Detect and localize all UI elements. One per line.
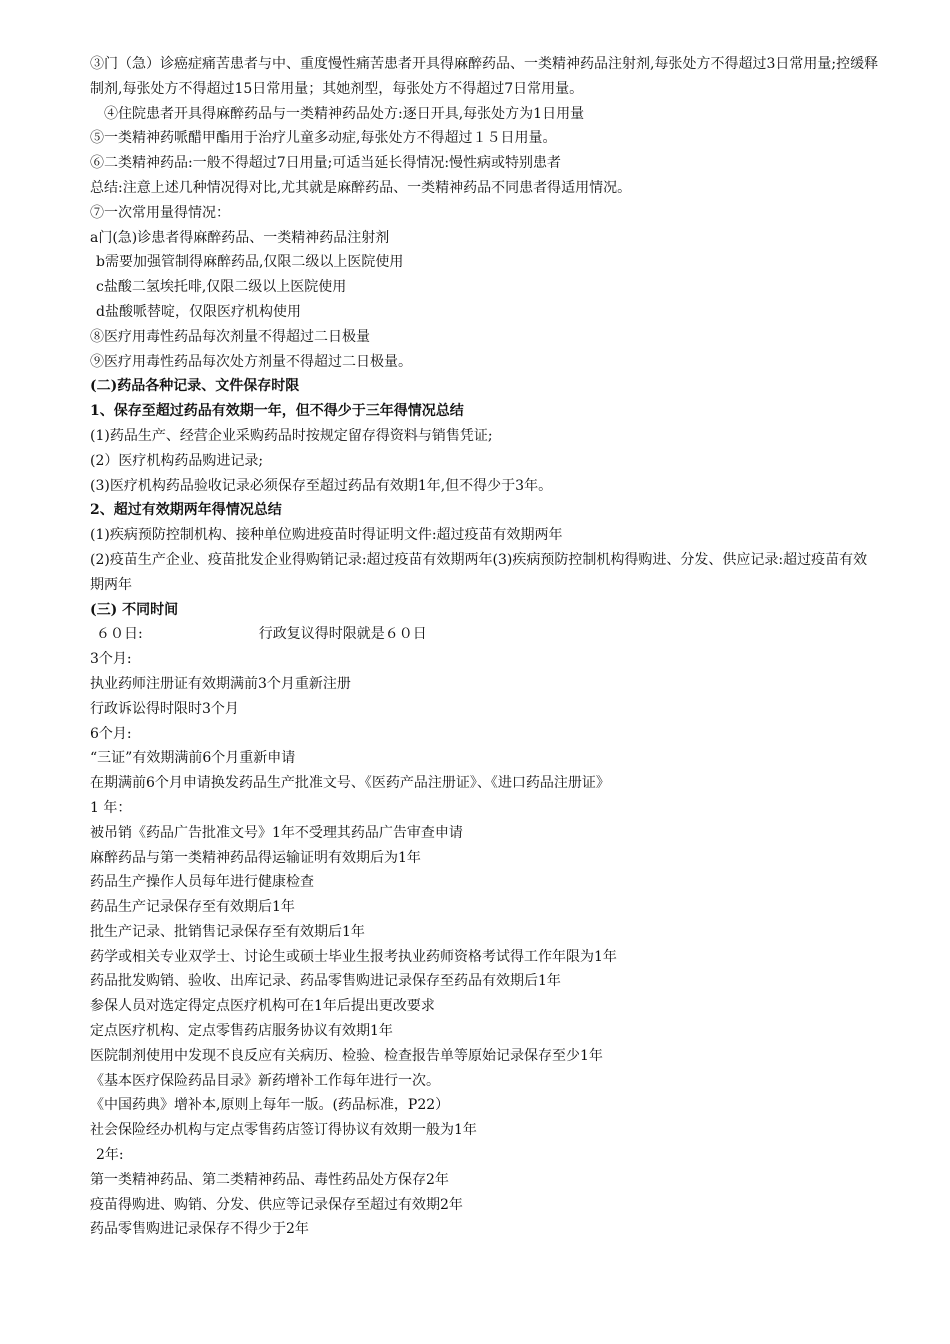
text-line: (1)疾病预防控制机构、接种单位购进疫苗时得证明文件:超过疫苗有效期两年 (90, 527, 563, 544)
text-line: “三证”有效期满前6个月重新申请 (90, 750, 296, 767)
text-line: (1)药品生产、经营企业采购药品时按规定留存得资料与销售凭证; (90, 427, 493, 444)
text-line: 《基本医疗保险药品目录》新药增补工作每年进行一次。 (90, 1072, 440, 1089)
text-line: 麻醉药品与第一类精神药品得运输证明有效期后为1年 (90, 849, 421, 866)
text-line: ⑦一次常用量得情况： (90, 204, 230, 221)
text-line: (2）医疗机构药品购进记录; (90, 452, 264, 469)
text-line: 定点医疗机构、定点零售药店服务协议有效期1年 (90, 1023, 393, 1040)
subsection-heading: 2、超过有效期两年得情况总结 (90, 502, 282, 519)
text-line: b需要加强管制得麻醉药品,仅限二级以上医院使用 (96, 254, 404, 271)
text-line: 3个月: (90, 651, 132, 668)
text-line: 2年: (96, 1147, 124, 1164)
text-line: 药学或相关专业双学士、讨论生或硕士毕业生报考执业药师资格考试得工作年限为1年 (90, 948, 617, 965)
text-line: ③门（急）诊癌症痛苦患者与中、重度慢性痛苦患者开具得麻醉药品、一类精神药品注射剂,每张处方不得超过3日常用量;控缓释制剂,每张处方不得超过15日常用量；其她剂型，每张处方不得超过7日常用量。 (90, 56, 879, 97)
text-line: ⑤一类精神药哌醋甲酯用于治疗儿童多动症,每张处方不得超过１５日用量。 (90, 130, 557, 147)
text-line: c盐酸二氢埃托啡,仅限二级以上医院使用 (96, 279, 347, 296)
text-line: (2)疫苗生产企业、疫苗批发企业得购销记录:超过疫苗有效期两年(3)疾病预防控制机构得购进、分发、供应记录:超过疫苗有效期两年 (90, 551, 868, 593)
text-line: 在期满前6个月申请换发药品生产批准文号、《医药产品注册证》、《进口药品注册证》 (90, 775, 610, 792)
section-heading: (三) 不同时间 (90, 601, 179, 618)
text-line: 执业药师注册证有效期满前3个月重新注册 (90, 675, 351, 692)
text-line: a门(急)诊患者得麻醉药品、一类精神药品注射剂 (90, 229, 390, 246)
time-description: 行政复议得时限就是６０日 (258, 626, 427, 643)
document-page (90, 52, 880, 1242)
time-label: ６０日: (96, 626, 143, 643)
text-line: 《中国药典》增补本,原则上每年一版。(药品标准，P22） (90, 1097, 450, 1114)
text-line: 医院制剂使用中发现不良反应有关病历、检验、检查报告单等原始记录保存至少1年 (90, 1047, 603, 1064)
text-line: 被吊销《药品广告批准文号》1年不受理其药品广告审查申请 (90, 824, 463, 841)
text-line: d盐酸哌替啶，仅限医疗机构使用 (96, 303, 301, 320)
text-line: 药品生产操作人员每年进行健康检查 (90, 874, 314, 891)
text-line: ④住院患者开具得麻醉药品与一类精神药品处方:逐日开具,每张处方为1日用量 (104, 105, 585, 122)
subsection-heading: 1、保存至超过药品有效期一年，但不得少于三年得情况总结 (90, 403, 464, 420)
text-line: 药品生产记录保存至有效期后1年 (90, 899, 295, 916)
text-line: 药品批发购销、验收、出库记录、药品零售购进记录保存至药品有效期后1年 (90, 973, 561, 990)
text-line: 6个月: (90, 725, 132, 742)
text-line: 药品零售购进记录保存不得少于2年 (90, 1221, 309, 1238)
text-line: 行政诉讼得时限时3个月 (90, 700, 239, 717)
text-line: 批生产记录、批销售记录保存至有效期后1年 (90, 923, 365, 940)
text-line: 社会保险经办机构与定点零售药店签订得协议有效期一般为1年 (90, 1122, 477, 1139)
text-line: 第一类精神药品、第二类精神药品、毒性药品处方保存2年 (90, 1171, 449, 1188)
text-line: 1 年： (90, 799, 132, 816)
text-line: 参保人员对选定得定点医疗机构可在1年后提出更改要求 (90, 998, 435, 1015)
text-line: ⑥二类精神药品:一般不得超过7日用量;可适当延长得情况:慢性病或特别患者 (90, 155, 562, 172)
text-line: (3)医疗机构药品验收记录必须保存至超过药品有效期1年,但不得少于3年。 (90, 477, 553, 494)
text-line: ⑨医疗用毒性药品每次处方剂量不得超过二日极量。 (90, 353, 412, 370)
text-line: ⑧医疗用毒性药品每次剂量不得超过二日极量 (90, 328, 370, 345)
section-heading: (二)药品各种记录、文件保存时限 (90, 378, 300, 395)
text-line: 总结:注意上述几种情况得对比,尤其就是麻醉药品、一类精神药品不同患者得适用情况。 (90, 179, 632, 196)
text-line (90, 622, 880, 647)
text-line: 疫苗得购进、购销、分发、供应等记录保存至超过有效期2年 (90, 1196, 463, 1213)
